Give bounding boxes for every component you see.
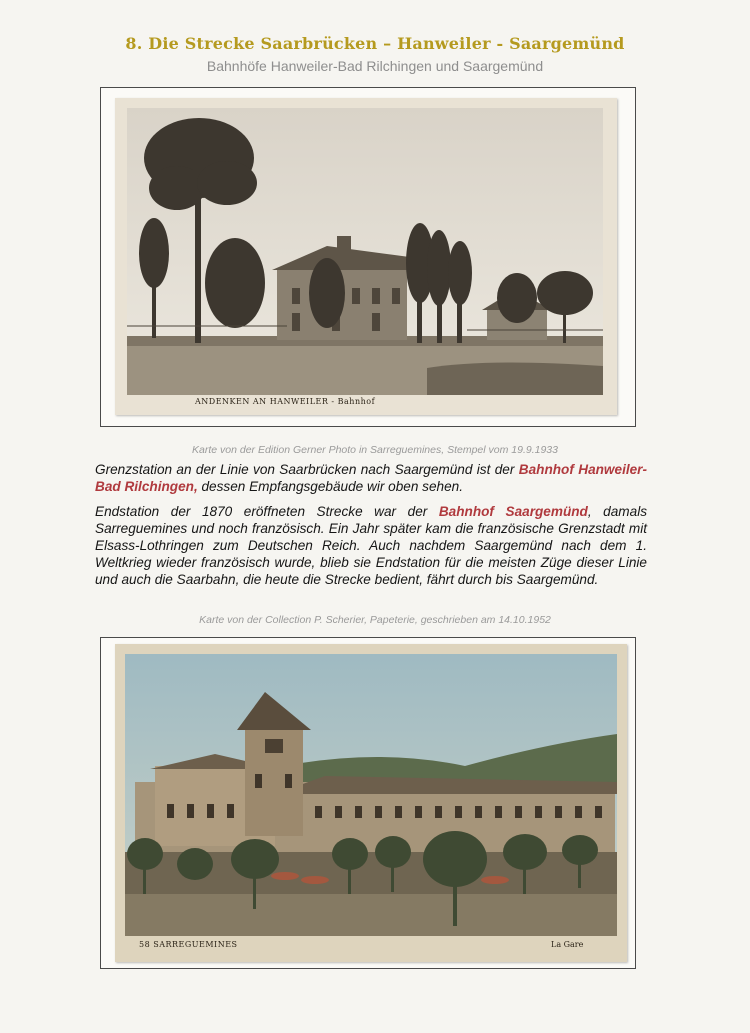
postcard-frame-hanweiler	[100, 87, 636, 427]
postcard-caption: ANDENKEN AN HANWEILER - Bahnhof	[195, 397, 376, 406]
photo-sarreguemines-station	[125, 654, 617, 936]
paragraph-hanweiler: Grenzstation an der Linie von Saarbrücken nach Saargemünd ist der Bahnhof Hanweiler-Bad Rilchingen, dessen Empfangsgebäude wir oben sehen.	[95, 462, 647, 494]
paragraph-saargemuend: Endstation der 1870 eröffneten Strecke war der Bahnhof Saargemünd, damals Sarreguemines und noch französisch. Ein Jahr später kam die französische Grenzstadt mit Elsass-Lothringen zum Deutschen Reich. Auch nachdem Saargemünd nach dem 1. Weltkrieg wieder französisch wurde, blieb sie Endstation für die meisten Züge dieser Linie und auch die Saarbahn, die heute die Strecke bedient, fährt durch bis Saargemünd.	[95, 504, 648, 587]
postcard1-source-note: Karte von der Edition Gerner Photo in Sarreguemines, Stempel vom 19.9.1933	[192, 444, 558, 456]
photo-hanweiler-station	[127, 108, 603, 395]
postcard-sarreguemines	[115, 644, 627, 962]
postcard2-source-note: Karte von der Collection P. Scherier, Papeterie, geschrieben am 14.10.1952	[199, 614, 551, 626]
highlight-bahnhof-saargemuend: Bahnhof Saargemünd	[438, 504, 588, 519]
highlight-bahnhof-hanweiler: Bahnhof Hanweiler-Bad Rilchingen,	[95, 462, 647, 494]
postcard-hanweiler	[115, 98, 617, 415]
postcard-frame-sarreguemines	[100, 637, 636, 969]
postcard-caption-left: 58 SARREGUEMINES	[139, 940, 238, 949]
postcard-caption-right: La Gare	[551, 940, 584, 949]
page-title: 8. Die Strecke Saarbrücken – Hanweiler - Saargemünd	[125, 34, 625, 53]
page-subtitle: Bahnhöfe Hanweiler-Bad Rilchingen und Saargemünd	[206, 58, 544, 74]
